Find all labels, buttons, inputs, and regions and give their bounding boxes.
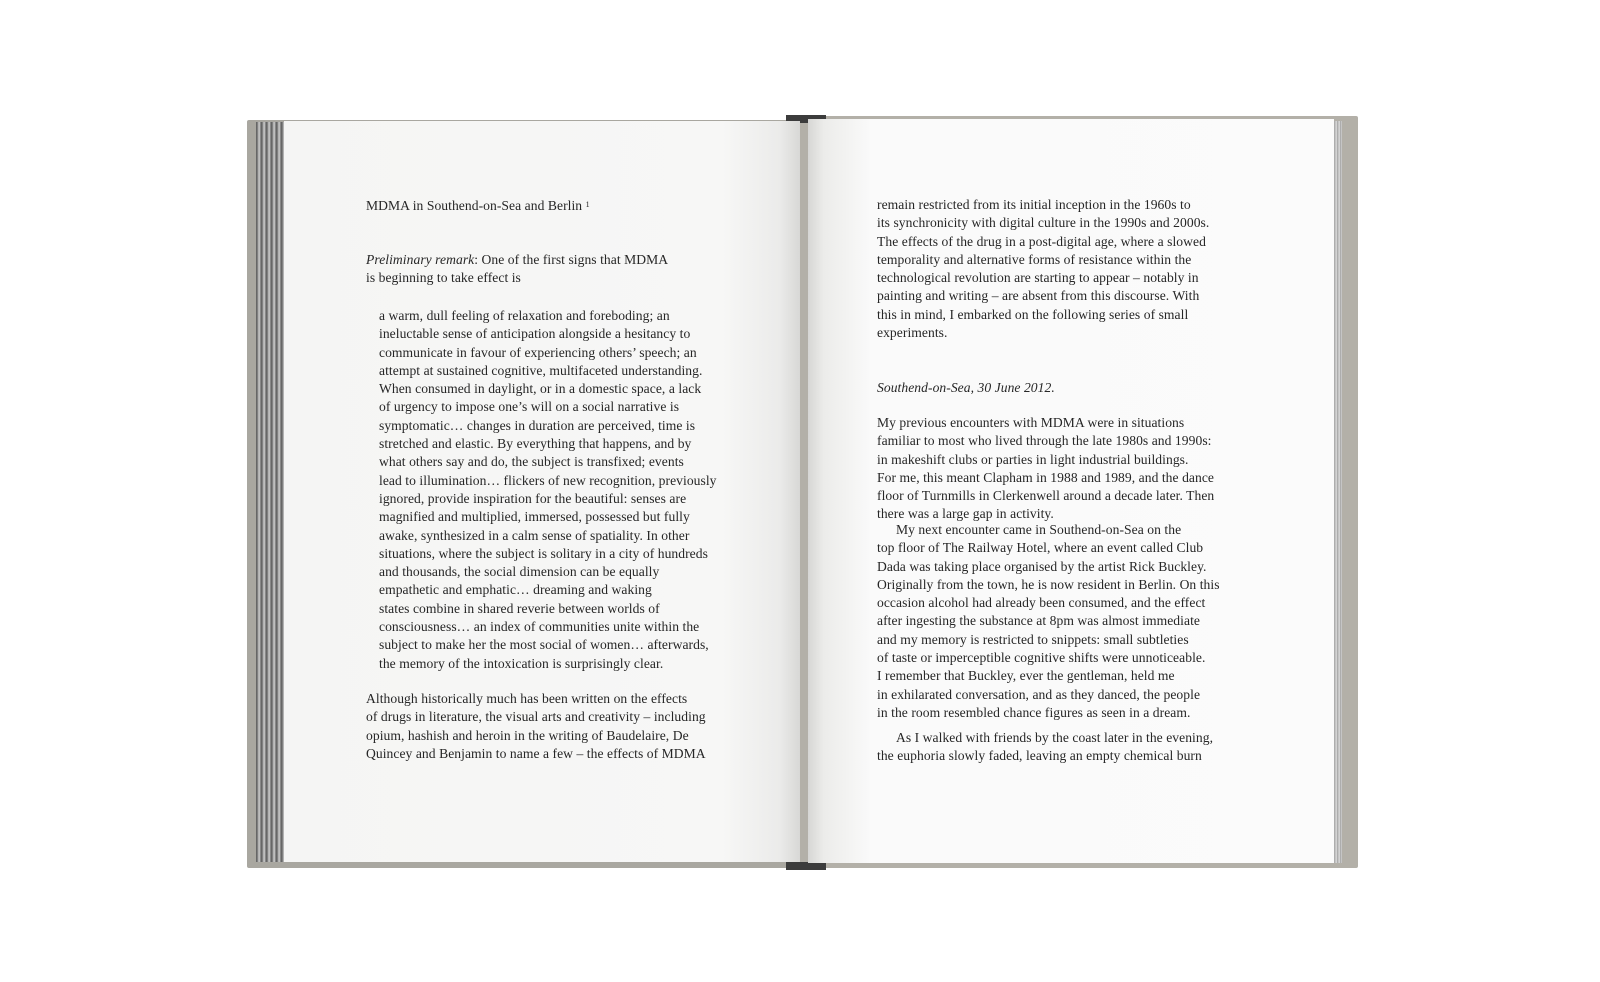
body-line: technological revolution are starting to appear – notably in	[877, 270, 1199, 286]
quote-line: ineluctable sense of anticipation alongside a hesitancy to	[379, 326, 691, 342]
quote-line: what others say and do, the subject is transfixed; events	[379, 454, 684, 470]
quote-line: communicate in favour of experiencing others’ speech; an	[379, 344, 697, 360]
block-quote	[379, 307, 717, 673]
body-line: Quincey and Benjamin to name a few – the effects of MDMA	[366, 745, 706, 761]
body-line: painting and writing – are absent from this discourse. With	[877, 288, 1200, 304]
body-line: occasion alcohol had already been consumed, and the effect	[877, 595, 1206, 611]
prelim-line: is beginning to take effect is	[366, 270, 521, 286]
body-line: Dada was taking place organised by the artist Rick Buckley.	[877, 558, 1207, 574]
body-line: For me, this meant Clapham in 1988 and 1989, and the dance	[877, 469, 1215, 485]
body-line: of drugs in literature, the visual arts and creativity – including	[366, 709, 706, 725]
body-line: experiments.	[877, 325, 948, 341]
body-paragraph	[877, 729, 1213, 766]
quote-line: empathetic and emphatic… dreaming and waking	[379, 582, 652, 598]
body-line: top floor of The Railway Hotel, where an event called Club	[877, 540, 1204, 556]
body-line: As I walked with friends by the coast later in the evening,	[896, 730, 1214, 745]
body-line: in the room resembled chance figures as seen in a dream.	[877, 704, 1191, 720]
body-line: in makeshift clubs or parties in light industrial buildings.	[877, 451, 1189, 467]
dateline: Southend-on-Sea, 30 June 2012.	[877, 380, 1055, 395]
footnote-marker: 1	[585, 200, 590, 209]
body-line: this in mind, I embarked on the following series of small	[877, 306, 1189, 322]
quote-line: situations, where the subject is solitary in a city of hundreds	[379, 545, 708, 561]
body-line: temporality and alternative forms of resistance within the	[877, 251, 1192, 267]
chapter-heading	[366, 197, 590, 215]
quote-line: When consumed in daylight, or in a domestic space, a lack	[379, 381, 702, 397]
quote-line: the memory of the intoxication is surprisingly clear.	[379, 655, 664, 671]
preliminary-remark	[366, 251, 668, 288]
body-line: Originally from the town, he is now resident in Berlin. On this	[877, 576, 1220, 592]
body-line: opium, hashish and heroin in the writing of Baudelaire, De	[366, 727, 689, 743]
quote-line: a warm, dull feeling of relaxation and foreboding; an	[379, 308, 670, 323]
body-line: its synchronicity with digital culture in the 1990s and 2000s.	[877, 215, 1210, 231]
page-edges-left	[256, 122, 286, 862]
body-line: familiar to most who lived through the late 1980s and 1990s:	[877, 433, 1212, 449]
body-line: remain restricted from its initial inception in the 1960s to	[877, 197, 1191, 212]
quote-line: lead to illumination… flickers of new recognition, previously	[379, 472, 717, 488]
quote-line: magnified and multiplied, immersed, possessed but fully	[379, 509, 690, 525]
body-line: Although historically much has been written on the effects	[366, 691, 688, 706]
quote-line: of urgency to impose one’s will on a social narrative is	[379, 399, 680, 415]
quote-line: and thousands, the social dimension can be equally	[379, 564, 660, 580]
quote-line: consciousness… an index of communities unite within the	[379, 619, 700, 635]
body-line: My previous encounters with MDMA were in situations	[877, 415, 1185, 430]
body-line: in exhilarated conversation, and as they danced, the people	[877, 686, 1201, 702]
prelim-label: Preliminary remark	[366, 252, 475, 267]
body-line: My next encounter came in Southend-on-Sea on the	[896, 522, 1182, 537]
body-line: floor of Turnmills in Clerkenwell around a decade later. Then	[877, 488, 1215, 504]
quote-line: ignored, provide inspiration for the beautiful: senses are	[379, 490, 687, 506]
body-line: the euphoria slowly faded, leaving an empty chemical burn	[877, 748, 1202, 764]
book-spine-bottom	[786, 862, 826, 870]
chapter-heading-text: MDMA in Southend-on-Sea and Berlin	[366, 198, 583, 213]
quote-line: subject to make her the most social of women… afterwards,	[379, 637, 709, 653]
prelim-line: Preliminary remark: One of the first signs that MDMA	[366, 252, 669, 267]
continued-paragraph	[877, 196, 1209, 342]
body-paragraph	[877, 521, 1220, 722]
body-line: and my memory is restricted to snippets: small subtleties	[877, 631, 1189, 647]
quote-line: awake, synthesized in a calm sense of spatiality. In other	[379, 527, 690, 543]
quote-line: attempt at sustained cognitive, multifaceted understanding.	[379, 362, 703, 378]
body-line: I remember that Buckley, ever the gentleman, held me	[877, 668, 1175, 684]
quote-line: stretched and elastic. By everything that happens, and by	[379, 436, 692, 452]
quote-line: states combine in shared reverie between worlds of	[379, 600, 660, 616]
body-line: The effects of the drug in a post-digital age, where a slowed	[877, 233, 1206, 249]
body-paragraph	[877, 414, 1214, 524]
body-line: after ingesting the substance at 8pm was almost immediate	[877, 613, 1200, 629]
body-paragraph	[366, 690, 706, 763]
quote-line: symptomatic… changes in duration are perceived, time is	[379, 417, 696, 433]
body-line: there was a large gap in activity.	[877, 506, 1054, 522]
body-line: of taste or imperceptible cognitive shifts were unnoticeable.	[877, 650, 1206, 666]
